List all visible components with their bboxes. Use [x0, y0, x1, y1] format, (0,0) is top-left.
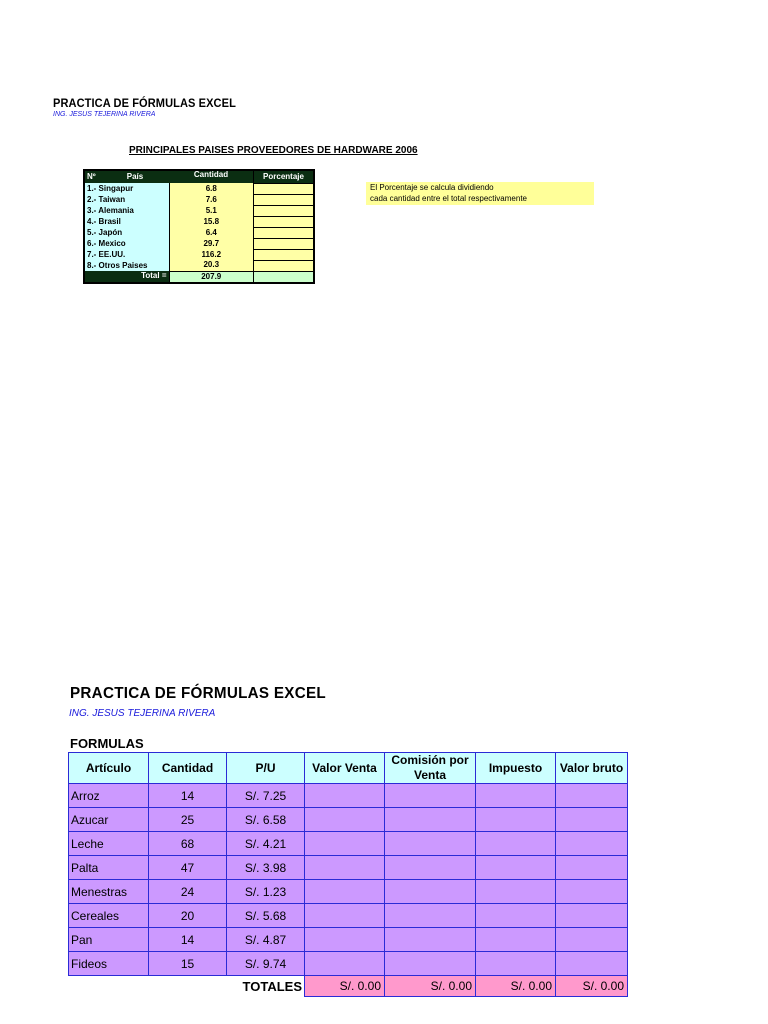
quantity-cell[interactable]: 15.8 — [169, 216, 254, 227]
table-row — [84, 249, 314, 260]
table-row — [84, 216, 314, 227]
quantity-cell[interactable]: 25 — [149, 808, 227, 832]
column-header: Impuesto — [476, 753, 556, 784]
column-header: Valor Venta — [305, 753, 385, 784]
column-header: Artículo — [69, 753, 149, 784]
quantity-cell[interactable]: 6.4 — [169, 227, 254, 238]
commission-cell[interactable] — [385, 904, 476, 928]
sale-value-cell[interactable] — [305, 832, 385, 856]
article-cell[interactable]: Cereales — [69, 904, 149, 928]
page-title: PRACTICA DE FÓRMULAS EXCEL — [53, 96, 236, 110]
quantity-cell[interactable]: 116.2 — [169, 249, 254, 260]
gross-value-cell[interactable] — [556, 928, 628, 952]
gross-value-cell[interactable] — [556, 832, 628, 856]
table-row — [69, 856, 628, 880]
tax-cell[interactable] — [476, 808, 556, 832]
column-header: Comisión por Venta — [385, 753, 476, 784]
table-row — [84, 183, 314, 194]
quantity-cell[interactable]: 29.7 — [169, 238, 254, 249]
unit-price-cell[interactable]: S/. 1.23 — [227, 880, 305, 904]
quantity-cell[interactable]: 14 — [149, 928, 227, 952]
total-value-cell[interactable]: S/. 0.00 — [305, 976, 385, 997]
note-line-1: El Porcentaje se calcula dividiendo — [370, 183, 494, 192]
article-cell[interactable]: Palta — [69, 856, 149, 880]
country-cell[interactable]: 6.- Mexico — [84, 238, 169, 249]
sale-value-cell[interactable] — [305, 808, 385, 832]
unit-price-cell[interactable]: S/. 5.68 — [227, 904, 305, 928]
percentage-cell[interactable] — [254, 227, 315, 238]
tax-cell[interactable] — [476, 952, 556, 976]
quantity-cell[interactable]: 20 — [149, 904, 227, 928]
table-row — [84, 205, 314, 216]
gross-value-cell[interactable] — [556, 880, 628, 904]
percentage-cell[interactable] — [254, 194, 315, 205]
gross-value-cell[interactable] — [556, 808, 628, 832]
gross-value-cell[interactable] — [556, 952, 628, 976]
tax-cell[interactable] — [476, 784, 556, 808]
quantity-cell[interactable]: 68 — [149, 832, 227, 856]
unit-price-cell[interactable]: S/. 4.21 — [227, 832, 305, 856]
header-country: País — [101, 170, 169, 183]
commission-cell[interactable] — [385, 856, 476, 880]
unit-price-cell[interactable]: S/. 3.98 — [227, 856, 305, 880]
sale-value-cell[interactable] — [305, 880, 385, 904]
unit-price-cell[interactable]: S/. 7.25 — [227, 784, 305, 808]
quantity-cell[interactable]: 47 — [149, 856, 227, 880]
table-row — [84, 194, 314, 205]
commission-cell[interactable] — [385, 880, 476, 904]
section2-title: PRACTICA DE FÓRMULAS EXCEL — [70, 685, 326, 702]
note-line-2: cada cantidad entre el total respectivamente — [370, 194, 527, 203]
totals-label: TOTALES — [227, 976, 305, 997]
sale-value-cell[interactable] — [305, 928, 385, 952]
quantity-cell[interactable]: 5.1 — [169, 205, 254, 216]
instruction-note — [366, 182, 594, 205]
quantity-cell[interactable]: 6.8 — [169, 183, 254, 194]
total-value-cell[interactable]: S/. 0.00 — [476, 976, 556, 997]
table-row — [69, 952, 628, 976]
table-row — [69, 784, 628, 808]
country-cell[interactable]: 3.- Alemania — [84, 205, 169, 216]
quantity-cell[interactable]: 24 — [149, 880, 227, 904]
sale-value-cell[interactable] — [305, 784, 385, 808]
gross-value-cell[interactable] — [556, 784, 628, 808]
sale-value-cell[interactable] — [305, 856, 385, 880]
sale-value-cell[interactable] — [305, 904, 385, 928]
column-header: P/U — [227, 753, 305, 784]
tax-cell[interactable] — [476, 880, 556, 904]
article-cell[interactable]: Azucar — [69, 808, 149, 832]
article-cell[interactable]: Leche — [69, 832, 149, 856]
total-row — [84, 271, 314, 283]
quantity-cell[interactable]: 20.3 — [169, 260, 254, 271]
hardware-suppliers-table — [83, 169, 315, 284]
section2-author: ING. JESUS TEJERINA RIVERA — [69, 708, 216, 719]
total-value-cell[interactable]: S/. 0.00 — [385, 976, 476, 997]
table-row — [69, 928, 628, 952]
table-row — [84, 227, 314, 238]
article-cell[interactable]: Arroz — [69, 784, 149, 808]
commission-cell[interactable] — [385, 952, 476, 976]
article-cell[interactable]: Fideos — [69, 952, 149, 976]
percentage-cell[interactable] — [254, 183, 315, 194]
total-percentage-cell[interactable] — [254, 271, 315, 283]
sales-formulas-table — [68, 752, 628, 997]
table-row — [84, 260, 314, 271]
empty-cell — [149, 976, 227, 997]
quantity-cell[interactable]: 14 — [149, 784, 227, 808]
unit-price-cell[interactable]: S/. 6.58 — [227, 808, 305, 832]
quantity-cell[interactable]: 7.6 — [169, 194, 254, 205]
table-row — [69, 832, 628, 856]
column-header: Valor bruto — [556, 753, 628, 784]
commission-cell[interactable] — [385, 784, 476, 808]
quantity-cell[interactable]: 15 — [149, 952, 227, 976]
header-number: Nº — [84, 170, 101, 183]
unit-price-cell[interactable]: S/. 4.87 — [227, 928, 305, 952]
formulas-label: FORMULAS — [70, 736, 144, 751]
percentage-cell[interactable] — [254, 205, 315, 216]
article-cell[interactable]: Menestras — [69, 880, 149, 904]
total-label: Total = — [84, 271, 169, 283]
country-cell[interactable]: 7.- EE.UU. — [84, 249, 169, 260]
commission-cell[interactable] — [385, 928, 476, 952]
tax-cell[interactable] — [476, 904, 556, 928]
author-name: ING. JESUS TEJERINA RIVERA — [53, 111, 156, 118]
country-cell[interactable]: 2.- Taiwan — [84, 194, 169, 205]
table-row — [69, 904, 628, 928]
unit-price-cell[interactable]: S/. 9.74 — [227, 952, 305, 976]
header-percentage: Porcentaje — [254, 170, 315, 183]
table-row — [69, 880, 628, 904]
sale-value-cell[interactable] — [305, 952, 385, 976]
totals-row — [69, 976, 628, 997]
total-value[interactable]: 207.9 — [169, 271, 254, 283]
total-value-cell[interactable]: S/. 0.00 — [556, 976, 628, 997]
percentage-cell[interactable] — [254, 260, 315, 271]
empty-cell — [69, 976, 149, 997]
gross-value-cell[interactable] — [556, 904, 628, 928]
country-cell[interactable]: 1.- Singapur — [84, 183, 169, 194]
column-header: Cantidad — [149, 753, 227, 784]
table-row — [69, 808, 628, 832]
tax-cell[interactable] — [476, 856, 556, 880]
commission-cell[interactable] — [385, 808, 476, 832]
table-row — [84, 238, 314, 249]
percentage-cell[interactable] — [254, 216, 315, 227]
commission-cell[interactable] — [385, 832, 476, 856]
gross-value-cell[interactable] — [556, 856, 628, 880]
country-cell[interactable]: 8.- Otros Paises — [84, 260, 169, 271]
percentage-cell[interactable] — [254, 249, 315, 260]
tax-cell[interactable] — [476, 928, 556, 952]
tax-cell[interactable] — [476, 832, 556, 856]
table-title: PRINCIPALES PAISES PROVEEDORES DE HARDWARE 2006 — [129, 145, 418, 156]
header-quantity: Cantidad — [169, 170, 254, 183]
country-cell[interactable]: 4.- Brasil — [84, 216, 169, 227]
article-cell[interactable]: Pan — [69, 928, 149, 952]
country-cell[interactable]: 5.- Japón — [84, 227, 169, 238]
percentage-cell[interactable] — [254, 238, 315, 249]
